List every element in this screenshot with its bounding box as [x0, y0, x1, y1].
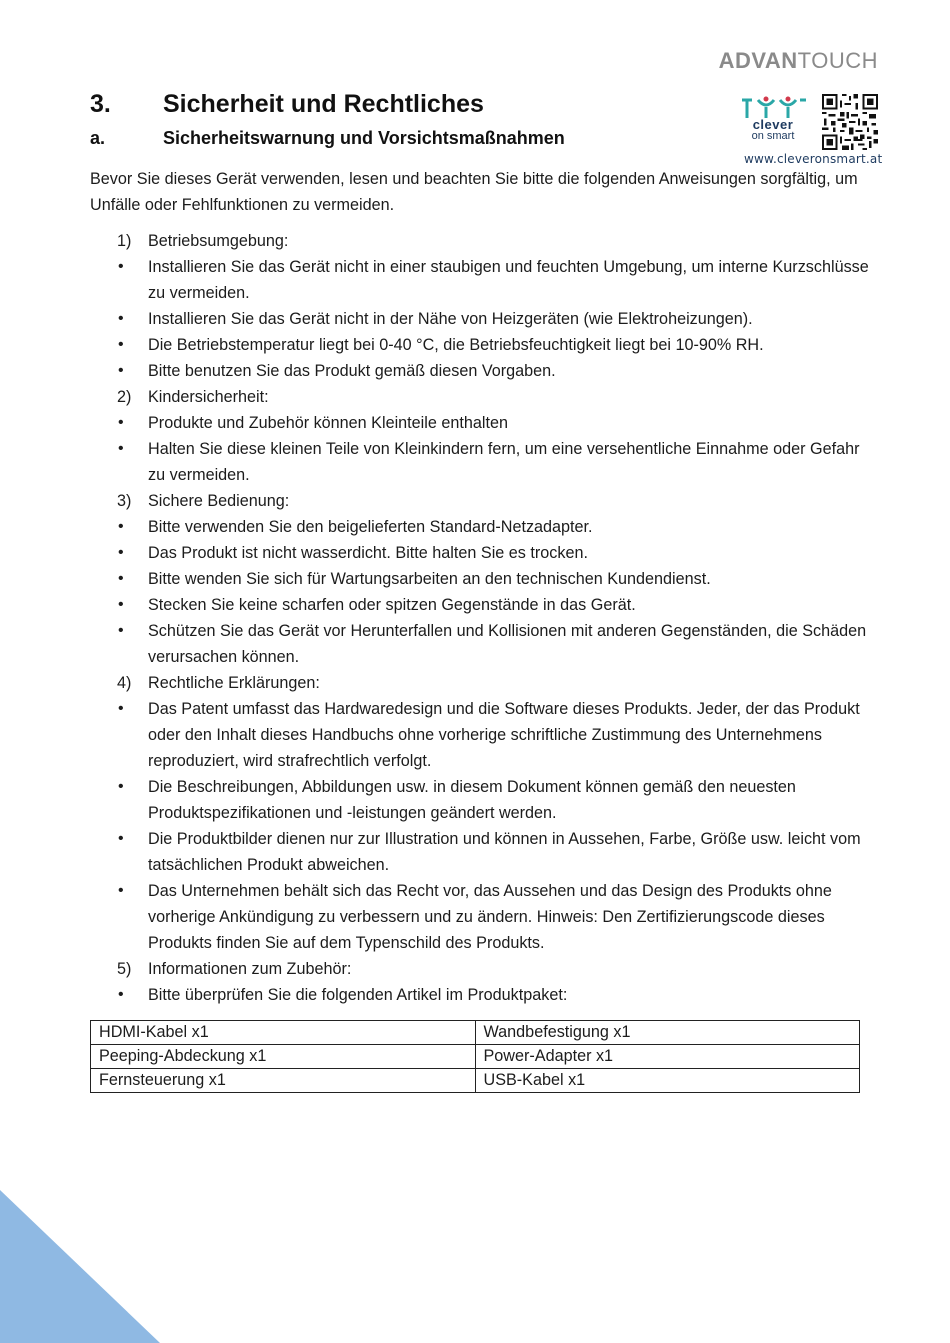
section-heading [90, 90, 484, 119]
numbered-heading-item [90, 670, 870, 696]
accessories-table [90, 1020, 860, 1093]
bullet-item [90, 436, 870, 488]
section-number: 3. [90, 90, 111, 118]
list-item-text: Installieren Sie das Gerät nicht in der Nähe von Heizgeräten (wie Elektroheizungen). [148, 310, 753, 328]
bullet-item [90, 982, 870, 1008]
bullet-item [90, 410, 870, 436]
bullet-item [90, 566, 870, 592]
table-cell: Fernsteuerung x1 [91, 1069, 476, 1093]
numbered-heading-item [90, 384, 870, 410]
list-item-text: Informationen zum Zubehör: [148, 960, 352, 978]
document-body [90, 166, 870, 1008]
list-item-text: Rechtliche Erklärungen: [148, 674, 320, 692]
bullet-item [90, 696, 870, 774]
list-number: 1) [117, 232, 132, 250]
bullet-marker: • [118, 570, 124, 587]
bullet-marker: • [118, 414, 124, 431]
list-item-text: Stecken Sie keine scharfen oder spitzen Gegenstände in das Gerät. [148, 596, 636, 614]
instruction-list [90, 228, 870, 1008]
numbered-heading-item [90, 956, 870, 982]
bullet-marker: • [118, 700, 124, 717]
list-item-text: Bitte verwenden Sie den beigelieferten Standard-Netzadapter. [148, 518, 593, 536]
list-item-text: Produkte und Zubehör können Kleinteile enthalten [148, 414, 508, 432]
bullet-item [90, 514, 870, 540]
bullet-marker: • [118, 622, 124, 639]
bullet-marker: • [118, 596, 124, 613]
intro-paragraph: Bevor Sie dieses Gerät verwenden, lesen und beachten Sie bitte die folgenden Anweisungen sorgfältig, um Unfälle oder Fehlfunktionen zu vermeiden. [90, 170, 858, 214]
bullet-marker: • [118, 830, 124, 847]
bullet-item [90, 618, 870, 670]
list-item-text: Das Patent umfasst das Hardwaredesign und die Software dieses Produkts. Jeder, der das Produkt oder den Inhalt dieses Handbuchs ohne vorherige schriftliche Zustimmung des Unternehmens reproduziert, wird strafrechtlich verfolgt. [148, 700, 860, 770]
section-title: Sicherheit und Rechtliches [163, 90, 484, 118]
table-row [91, 1045, 860, 1069]
clever-on-smart-logo [740, 94, 883, 166]
table-cell: Peeping-Abdeckung x1 [91, 1045, 476, 1069]
website-url: www.cleveronsmart.at [744, 152, 883, 166]
table-cell: Wandbefestigung x1 [475, 1021, 860, 1045]
logo-word: clever [752, 117, 794, 132]
brand-logo [719, 48, 878, 74]
brand-logo-light: TOUCH [797, 48, 878, 73]
list-item-text: Die Betriebstemperatur liegt bei 0-40 °C, die Betriebsfeuchtigkeit liegt bei 10-90% RH. [148, 336, 764, 354]
table-cell: Power-Adapter x1 [475, 1045, 860, 1069]
list-item-text: Die Produktbilder dienen nur zur Illustration und können in Aussehen, Farbe, Größe usw. leicht vom tatsächlichen Produkt abweichen. [148, 830, 861, 874]
bullet-item [90, 826, 870, 878]
corner-decoration [0, 1190, 160, 1343]
numbered-heading-item [90, 488, 870, 514]
list-item-text: Installieren Sie das Gerät nicht in einer staubigen und feuchten Umgebung, um interne Kurzschlüsse zu vermeiden. [148, 258, 869, 302]
list-item-text: Bitte benutzen Sie das Produkt gemäß diesen Vorgaben. [148, 362, 556, 380]
list-item-text: Die Beschreibungen, Abbildungen usw. in diesem Dokument können gemäß den neuesten Produktspezifikationen und -leistungen geändert werden. [148, 778, 796, 822]
bullet-marker: • [118, 362, 124, 379]
bullet-marker: • [118, 778, 124, 795]
table-cell: HDMI-Kabel x1 [91, 1021, 476, 1045]
list-item-text: Bitte überprüfen Sie die folgenden Artikel im Produktpaket: [148, 986, 568, 1004]
bullet-item [90, 358, 870, 384]
bullet-marker: • [118, 310, 124, 327]
subsection-title: Sicherheitswarnung und Vorsichtsmaßnahmen [163, 128, 565, 148]
bullet-marker: • [118, 544, 124, 561]
bullet-marker: • [118, 986, 124, 1003]
bullet-item [90, 592, 870, 618]
list-item-text: Bitte wenden Sie sich für Wartungsarbeiten an den technischen Kundendienst. [148, 570, 711, 588]
bullet-marker: • [118, 336, 124, 353]
bullet-item [90, 540, 870, 566]
list-item-text: Schützen Sie das Gerät vor Herunterfallen und Kollisionen mit anderen Gegenständen, die Schäden verursachen können. [148, 622, 867, 666]
list-number: 2) [117, 388, 132, 406]
list-item-text: Kindersicherheit: [148, 388, 269, 406]
list-item-text: Sichere Bedienung: [148, 492, 290, 510]
bullet-marker: • [118, 440, 124, 457]
list-item-text: Das Unternehmen behält sich das Recht vor, das Aussehen und das Design des Produkts ohne vorherige Ankündigung zu verbessern und zu ändern. Hinweis: Den Zertifizierungscode dieses Produkts finden Sie auf dem Typenschild des Produkts. [148, 882, 832, 952]
list-number: 5) [117, 960, 132, 978]
list-number: 4) [117, 674, 132, 692]
bullet-marker: • [118, 258, 124, 275]
bullet-item [90, 332, 870, 358]
bullet-marker: • [118, 882, 124, 899]
numbered-heading-item [90, 228, 870, 254]
bullet-item [90, 774, 870, 826]
list-item-text: Halten Sie diese kleinen Teile von Kleinkindern fern, um eine versehentliche Einnahme oder Gefahr zu vermeiden. [148, 440, 860, 484]
list-number: 3) [117, 492, 132, 510]
list-item-text: Das Produkt ist nicht wasserdicht. Bitte halten Sie es trocken. [148, 544, 588, 562]
table-row [91, 1069, 860, 1093]
table-row [91, 1021, 860, 1045]
table-cell: USB-Kabel x1 [475, 1069, 860, 1093]
subsection-heading [90, 128, 565, 149]
bullet-item [90, 306, 870, 332]
bullet-marker: • [118, 518, 124, 535]
qr-code-icon [822, 94, 878, 150]
brand-logo-bold: ADVAN [718, 48, 798, 73]
bullet-item [90, 254, 870, 306]
logo-subtitle: on smart [751, 130, 795, 142]
list-item-text: Betriebsumgebung: [148, 232, 289, 250]
bullet-item [90, 878, 870, 956]
subsection-number: a. [90, 128, 106, 148]
